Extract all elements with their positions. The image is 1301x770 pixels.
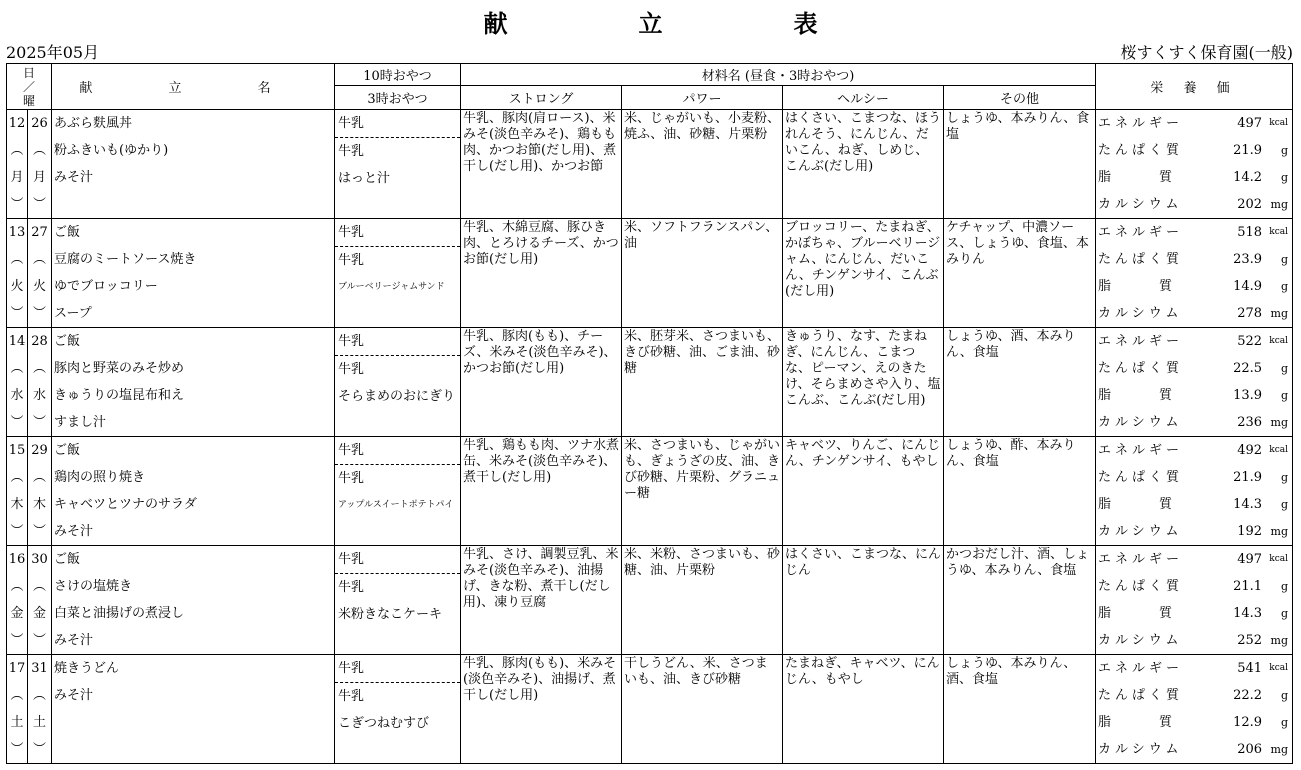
nutrition-cell bbox=[1096, 655, 1293, 764]
day-cell bbox=[7, 437, 28, 546]
snack-3-drink: 牛乳 bbox=[338, 362, 365, 377]
healthy-header: ヘルシー bbox=[783, 86, 944, 110]
energy-value: 497 bbox=[1237, 552, 1263, 567]
paren-open: ︵ bbox=[10, 361, 24, 376]
energy-unit: kcal bbox=[1269, 336, 1289, 346]
dishes-cell bbox=[52, 655, 335, 764]
fat-label-b: 質 bbox=[1159, 279, 1173, 294]
weekday: 月 bbox=[10, 170, 24, 185]
paren-close: ︶ bbox=[33, 742, 47, 757]
fat-row bbox=[1096, 164, 1292, 191]
energy-label: エネルギー bbox=[1098, 334, 1184, 349]
fat-row bbox=[1096, 273, 1292, 300]
protein-label: たんぱく質 bbox=[1098, 252, 1184, 267]
energy-label: エネルギー bbox=[1098, 225, 1184, 240]
fat-label-a: 脂 bbox=[1098, 497, 1112, 512]
calcium-unit: mg bbox=[1270, 198, 1289, 211]
fat-label-b: 質 bbox=[1159, 606, 1173, 621]
weekday: 土 bbox=[10, 715, 24, 730]
energy-label: エネルギー bbox=[1098, 116, 1184, 131]
power-cell: 米、胚芽米、さつまいも、きび砂糖、油、ごま油、砂糖 bbox=[622, 328, 783, 437]
paren-open: ︵ bbox=[33, 252, 47, 267]
snack-10: 牛乳 bbox=[335, 546, 460, 574]
dish-name: きゅうりの塩昆布和え bbox=[54, 388, 185, 403]
calcium-label: カルシウム bbox=[1098, 306, 1183, 321]
nutrition-cell bbox=[1096, 328, 1293, 437]
energy-row bbox=[1096, 546, 1292, 573]
other-header: その他 bbox=[944, 86, 1096, 110]
fat-unit: g bbox=[1280, 171, 1289, 184]
fat-label-a: 脂 bbox=[1098, 606, 1112, 621]
paren-open: ︵ bbox=[33, 470, 47, 485]
fat-label-a: 脂 bbox=[1098, 715, 1112, 730]
energy-value: 492 bbox=[1237, 443, 1263, 458]
calcium-unit: mg bbox=[1270, 525, 1289, 538]
healthy-cell: きゅうり、なす、たまねぎ、にんじん、こまつな、ピーマン、えのきたけ、そらまめさや入り、塩こんぶ、こんぶ(だし用) bbox=[783, 328, 944, 437]
paren-open: ︵ bbox=[33, 688, 47, 703]
snacks-cell bbox=[335, 328, 461, 437]
fat-label-b: 質 bbox=[1159, 497, 1173, 512]
energy-unit: kcal bbox=[1269, 554, 1289, 564]
protein-value: 23.9 bbox=[1233, 252, 1263, 267]
snack-3-drink: 牛乳 bbox=[338, 471, 365, 486]
day-number: 14 bbox=[8, 334, 26, 349]
fat-label bbox=[1098, 491, 1202, 518]
calcium-label: カルシウム bbox=[1098, 633, 1183, 648]
dish-name: みそ汁 bbox=[54, 170, 94, 185]
energy-row bbox=[1096, 437, 1292, 464]
snack-3-food: そらまめのおにぎり bbox=[338, 389, 456, 404]
snack-10: 牛乳 bbox=[335, 219, 460, 247]
day-number: 28 bbox=[31, 334, 48, 349]
other-cell: しょうゆ、本みりん、食塩 bbox=[944, 110, 1096, 219]
paren-open: ︵ bbox=[10, 579, 24, 594]
snack-3-food: アップルスイートポテトパイ bbox=[338, 500, 454, 510]
dish-name: 豚肉と野菜のみそ炒め bbox=[54, 361, 185, 376]
healthy-cell: キャベツ、りんご、にんじん、チンゲンサイ、もやし bbox=[783, 437, 944, 546]
energy-row bbox=[1096, 110, 1292, 137]
fat-value: 14.3 bbox=[1233, 497, 1263, 512]
title-char-3: 表 bbox=[793, 9, 818, 38]
snack-3-drink: 牛乳 bbox=[338, 144, 365, 159]
page-title bbox=[0, 4, 1301, 39]
snacks-cell bbox=[335, 219, 461, 328]
snack-3-drink: 牛乳 bbox=[338, 253, 365, 268]
title-char-2: 立 bbox=[638, 9, 663, 38]
calcium-value: 278 bbox=[1237, 306, 1263, 321]
protein-value: 21.1 bbox=[1233, 579, 1263, 594]
day-header-slash: ／ bbox=[23, 79, 36, 94]
fat-value: 14.3 bbox=[1233, 606, 1263, 621]
paren-close: ︶ bbox=[10, 633, 24, 648]
calcium-row bbox=[1096, 736, 1292, 763]
fat-label bbox=[1098, 382, 1202, 409]
paren-close: ︶ bbox=[10, 197, 24, 212]
day-number: 26 bbox=[31, 116, 48, 131]
snack-10: 牛乳 bbox=[335, 437, 460, 465]
power-cell: 干しうどん、米、さつまいも、油、きび砂糖 bbox=[622, 655, 783, 764]
day-cell bbox=[28, 546, 52, 655]
calcium-value: 202 bbox=[1237, 197, 1263, 212]
fat-value: 12.9 bbox=[1233, 715, 1263, 730]
strong-cell: 牛乳、豚肉(もも)、チーズ、米みそ(淡色辛みそ)、かつお節(だし用) bbox=[461, 328, 622, 437]
fat-label-b: 質 bbox=[1159, 170, 1173, 185]
fat-label-b: 質 bbox=[1159, 388, 1173, 403]
dishes-cell bbox=[52, 219, 335, 328]
table-row bbox=[7, 437, 1293, 546]
dishes-cell bbox=[52, 546, 335, 655]
paren-open: ︵ bbox=[33, 579, 47, 594]
paren-close: ︶ bbox=[33, 524, 47, 539]
day-number: 16 bbox=[8, 552, 26, 567]
day-number: 27 bbox=[31, 225, 48, 240]
day-header-bottom: 曜 bbox=[23, 93, 36, 108]
dish-name bbox=[52, 709, 334, 736]
fat-label-b: 質 bbox=[1159, 715, 1173, 730]
protein-row bbox=[1096, 573, 1292, 600]
calcium-value: 206 bbox=[1237, 742, 1263, 757]
protein-label: たんぱく質 bbox=[1098, 688, 1184, 703]
snacks-cell bbox=[335, 546, 461, 655]
table-row bbox=[7, 655, 1293, 764]
paren-close: ︶ bbox=[33, 197, 47, 212]
calcium-label: カルシウム bbox=[1098, 742, 1183, 757]
fat-label bbox=[1098, 273, 1202, 300]
snack-3-food: 米粉きなこケーキ bbox=[338, 607, 443, 622]
fat-label-a: 脂 bbox=[1098, 279, 1112, 294]
dishes-cell bbox=[52, 437, 335, 546]
paren-close: ︶ bbox=[33, 306, 47, 321]
calcium-unit: mg bbox=[1270, 743, 1289, 756]
school-name: 桜すくすく保育園(一般) bbox=[1120, 43, 1293, 62]
strong-header: ストロング bbox=[461, 86, 622, 110]
table-row bbox=[7, 219, 1293, 328]
fat-unit: g bbox=[1280, 716, 1289, 729]
snacks-cell bbox=[335, 655, 461, 764]
other-cell: ケチャップ、中濃ソース、しょうゆ、食塩、本みりん bbox=[944, 219, 1096, 328]
day-cell bbox=[7, 110, 28, 219]
paren-open: ︵ bbox=[10, 688, 24, 703]
calcium-row bbox=[1096, 627, 1292, 654]
day-cell bbox=[28, 110, 52, 219]
protein-row bbox=[1096, 682, 1292, 709]
snack-10: 牛乳 bbox=[335, 110, 460, 138]
day-number: 30 bbox=[31, 552, 48, 567]
dish-name: 粉ふきいも(ゆかり) bbox=[54, 143, 169, 158]
dish-name: 焼きうどん bbox=[54, 661, 120, 676]
weekday: 木 bbox=[10, 497, 24, 512]
protein-unit: g bbox=[1280, 471, 1289, 484]
calcium-label: カルシウム bbox=[1098, 415, 1183, 430]
fat-row bbox=[1096, 491, 1292, 518]
dish-name: ご飯 bbox=[54, 552, 81, 567]
energy-unit: kcal bbox=[1269, 227, 1289, 237]
weekday: 火 bbox=[10, 279, 24, 294]
protein-row bbox=[1096, 137, 1292, 164]
snack10-header: 10時おやつ bbox=[335, 64, 461, 86]
fat-row bbox=[1096, 600, 1292, 627]
day-header-top: 日 bbox=[23, 65, 36, 80]
power-cell: 米、ソフトフランスパン、油 bbox=[622, 219, 783, 328]
dish-name: すまし汁 bbox=[54, 415, 107, 430]
snack-3-drink: 牛乳 bbox=[338, 689, 365, 704]
calcium-row bbox=[1096, 409, 1292, 436]
protein-value: 21.9 bbox=[1233, 143, 1263, 158]
calcium-unit: mg bbox=[1270, 416, 1289, 429]
dish-name: 鶏肉の照り焼き bbox=[54, 470, 146, 485]
fat-unit: g bbox=[1280, 498, 1289, 511]
calcium-row bbox=[1096, 191, 1292, 218]
protein-unit: g bbox=[1280, 580, 1289, 593]
nutrition-cell bbox=[1096, 546, 1293, 655]
energy-row bbox=[1096, 219, 1292, 246]
dish-name: さけの塩焼き bbox=[54, 579, 133, 594]
power-cell: 米、じゃがいも、小麦粉、焼ふ、油、砂糖、片栗粉 bbox=[622, 110, 783, 219]
weekday: 土 bbox=[33, 715, 47, 730]
day-header bbox=[7, 64, 52, 110]
dish-name: ご飯 bbox=[54, 443, 81, 458]
day-number: 17 bbox=[8, 661, 26, 676]
weekday: 木 bbox=[33, 497, 47, 512]
dishes-cell bbox=[52, 328, 335, 437]
fat-label bbox=[1098, 164, 1202, 191]
energy-label: エネルギー bbox=[1098, 552, 1184, 567]
fat-value: 14.2 bbox=[1233, 170, 1263, 185]
dish-name: スープ bbox=[54, 306, 92, 321]
day-number: 13 bbox=[8, 225, 26, 240]
protein-row bbox=[1096, 464, 1292, 491]
calcium-unit: mg bbox=[1270, 634, 1289, 647]
calcium-row bbox=[1096, 300, 1292, 327]
protein-label: たんぱく質 bbox=[1098, 579, 1184, 594]
nutrition-cell bbox=[1096, 110, 1293, 219]
protein-unit: g bbox=[1280, 689, 1289, 702]
healthy-cell: ブロッコリー、たまねぎ、かぼちゃ、ブルーベリージャム、にんじん、だいこん、チンゲンサイ、こんぶ(だし用) bbox=[783, 219, 944, 328]
dish-name: 白菜と油揚げの煮浸し bbox=[54, 606, 185, 621]
paren-open: ︵ bbox=[33, 143, 47, 158]
day-cell bbox=[7, 219, 28, 328]
fat-value: 14.9 bbox=[1233, 279, 1263, 294]
protein-value: 21.9 bbox=[1233, 470, 1263, 485]
nutrition-header: 栄 養 価 bbox=[1096, 64, 1293, 110]
dish-name bbox=[52, 736, 334, 763]
strong-cell: 牛乳、木綿豆腐、豚ひき肉、とろけるチーズ、かつお節(だし用) bbox=[461, 219, 622, 328]
calcium-unit: mg bbox=[1270, 307, 1289, 320]
fat-label bbox=[1098, 709, 1202, 736]
fat-label-a: 脂 bbox=[1098, 388, 1112, 403]
snack-3-food: はっと汁 bbox=[338, 171, 391, 186]
nutrition-cell bbox=[1096, 437, 1293, 546]
calcium-row bbox=[1096, 518, 1292, 545]
protein-unit: g bbox=[1280, 362, 1289, 375]
materials-header: 材料名 (昼食・3時おやつ) bbox=[461, 64, 1096, 86]
fat-label-a: 脂 bbox=[1098, 170, 1112, 185]
paren-open: ︵ bbox=[33, 361, 47, 376]
healthy-cell: たまねぎ、キャベツ、にんじん、もやし bbox=[783, 655, 944, 764]
fat-unit: g bbox=[1280, 280, 1289, 293]
other-cell: しょうゆ、酢、本みりん、食塩 bbox=[944, 437, 1096, 546]
energy-label: エネルギー bbox=[1098, 443, 1184, 458]
energy-row bbox=[1096, 328, 1292, 355]
energy-value: 522 bbox=[1237, 334, 1263, 349]
weekday: 水 bbox=[10, 388, 24, 403]
day-cell bbox=[28, 655, 52, 764]
table-row bbox=[7, 110, 1293, 219]
snack-10: 牛乳 bbox=[335, 328, 460, 356]
paren-open: ︵ bbox=[10, 252, 24, 267]
dishes-cell bbox=[52, 110, 335, 219]
fat-row bbox=[1096, 382, 1292, 409]
snack3-header: 3時おやつ bbox=[335, 86, 461, 110]
energy-value: 497 bbox=[1237, 116, 1263, 131]
paren-open: ︵ bbox=[10, 143, 24, 158]
protein-unit: g bbox=[1280, 144, 1289, 157]
title-char-1: 献 bbox=[483, 9, 508, 38]
fat-unit: g bbox=[1280, 607, 1289, 620]
power-cell: 米、米粉、さつまいも、砂糖、油、片栗粉 bbox=[622, 546, 783, 655]
day-number: 15 bbox=[8, 443, 26, 458]
day-cell bbox=[7, 328, 28, 437]
table-row bbox=[7, 328, 1293, 437]
energy-unit: kcal bbox=[1269, 445, 1289, 455]
protein-row bbox=[1096, 355, 1292, 382]
protein-unit: g bbox=[1280, 253, 1289, 266]
healthy-cell: はくさい、こまつな、ほうれんそう、にんじん、だいこん、ねぎ、しめじ、こんぶ(だし用) bbox=[783, 110, 944, 219]
year-month: 2025年05月 bbox=[6, 43, 100, 62]
energy-row bbox=[1096, 655, 1292, 682]
protein-label: たんぱく質 bbox=[1098, 470, 1184, 485]
nutrition-cell bbox=[1096, 219, 1293, 328]
calcium-label: カルシウム bbox=[1098, 197, 1183, 212]
energy-unit: kcal bbox=[1269, 118, 1289, 128]
protein-row bbox=[1096, 246, 1292, 273]
dish-name: あぶら麩風丼 bbox=[54, 116, 133, 131]
protein-value: 22.2 bbox=[1233, 688, 1263, 703]
menu-table bbox=[6, 63, 1293, 764]
calcium-value: 192 bbox=[1237, 524, 1263, 539]
dish-name: みそ汁 bbox=[54, 688, 94, 703]
weekday: 金 bbox=[10, 606, 24, 621]
calcium-value: 252 bbox=[1237, 633, 1263, 648]
day-number: 12 bbox=[8, 116, 26, 131]
dish-name: 豆腐のミートソース焼き bbox=[54, 252, 197, 267]
healthy-cell: はくさい、こまつな、にんじん bbox=[783, 546, 944, 655]
dish-name: ご飯 bbox=[54, 334, 81, 349]
snacks-cell bbox=[335, 110, 461, 219]
dish-name: みそ汁 bbox=[54, 524, 94, 539]
calcium-label: カルシウム bbox=[1098, 524, 1183, 539]
dish-name: みそ汁 bbox=[54, 633, 94, 648]
snacks-cell bbox=[335, 437, 461, 546]
protein-label: たんぱく質 bbox=[1098, 143, 1184, 158]
paren-close: ︶ bbox=[10, 415, 24, 430]
dish-name: キャベツとツナのサラダ bbox=[54, 497, 197, 512]
fat-unit: g bbox=[1280, 389, 1289, 402]
strong-cell: 牛乳、豚肉(肩ロース)、米みそ(淡色辛みそ)、鶏もも肉、かつお節(だし用)、煮干し(だし用)、かつお節 bbox=[461, 110, 622, 219]
strong-cell: 牛乳、鶏もも肉、ツナ水煮缶、米みそ(淡色辛みそ)、煮干し(だし用) bbox=[461, 437, 622, 546]
paren-close: ︶ bbox=[10, 742, 24, 757]
energy-value: 541 bbox=[1237, 661, 1263, 676]
paren-close: ︶ bbox=[10, 524, 24, 539]
power-cell: 米、さつまいも、じゃがいも、ぎょうざの皮、油、きび砂糖、片栗粉、グラニュー糖 bbox=[622, 437, 783, 546]
day-cell bbox=[28, 328, 52, 437]
energy-unit: kcal bbox=[1269, 663, 1289, 673]
dish-name bbox=[52, 191, 334, 218]
day-cell bbox=[7, 546, 28, 655]
fat-value: 13.9 bbox=[1233, 388, 1263, 403]
day-cell bbox=[7, 655, 28, 764]
energy-value: 518 bbox=[1237, 225, 1263, 240]
other-cell: しょうゆ、本みりん、酒、食塩 bbox=[944, 655, 1096, 764]
paren-close: ︶ bbox=[33, 633, 47, 648]
dish-name: ご飯 bbox=[54, 225, 81, 240]
fat-label bbox=[1098, 600, 1202, 627]
weekday: 金 bbox=[33, 606, 47, 621]
snack-3-food: ブルーベリージャムサンド bbox=[338, 282, 445, 292]
day-number: 29 bbox=[31, 443, 48, 458]
fat-row bbox=[1096, 709, 1292, 736]
day-cell bbox=[28, 437, 52, 546]
day-cell bbox=[28, 219, 52, 328]
day-number: 31 bbox=[31, 661, 48, 676]
weekday: 水 bbox=[33, 388, 47, 403]
paren-open: ︵ bbox=[10, 470, 24, 485]
power-header: パワー bbox=[622, 86, 783, 110]
strong-cell: 牛乳、豚肉(もも)、米みそ(淡色辛みそ)、油揚げ、煮干し(だし用) bbox=[461, 655, 622, 764]
table-row bbox=[7, 546, 1293, 655]
protein-value: 22.5 bbox=[1233, 361, 1263, 376]
other-cell: かつおだし汁、酒、しょうゆ、本みりん、食塩 bbox=[944, 546, 1096, 655]
calcium-value: 236 bbox=[1237, 415, 1263, 430]
menu-header: 献 立 名 bbox=[52, 64, 335, 110]
strong-cell: 牛乳、さけ、調製豆乳、米みそ(淡色辛みそ)、油揚げ、きな粉、煮干し(だし用)、凍り豆腐 bbox=[461, 546, 622, 655]
weekday: 火 bbox=[33, 279, 47, 294]
protein-label: たんぱく質 bbox=[1098, 361, 1184, 376]
weekday: 月 bbox=[33, 170, 47, 185]
dish-name: ゆでブロッコリー bbox=[54, 279, 158, 294]
snack-3-food: こぎつねむすび bbox=[338, 716, 430, 731]
other-cell: しょうゆ、酒、本みりん、食塩 bbox=[944, 328, 1096, 437]
energy-label: エネルギー bbox=[1098, 661, 1184, 676]
paren-close: ︶ bbox=[33, 415, 47, 430]
paren-close: ︶ bbox=[10, 306, 24, 321]
snack-10: 牛乳 bbox=[335, 655, 460, 683]
snack-3-drink: 牛乳 bbox=[338, 580, 365, 595]
